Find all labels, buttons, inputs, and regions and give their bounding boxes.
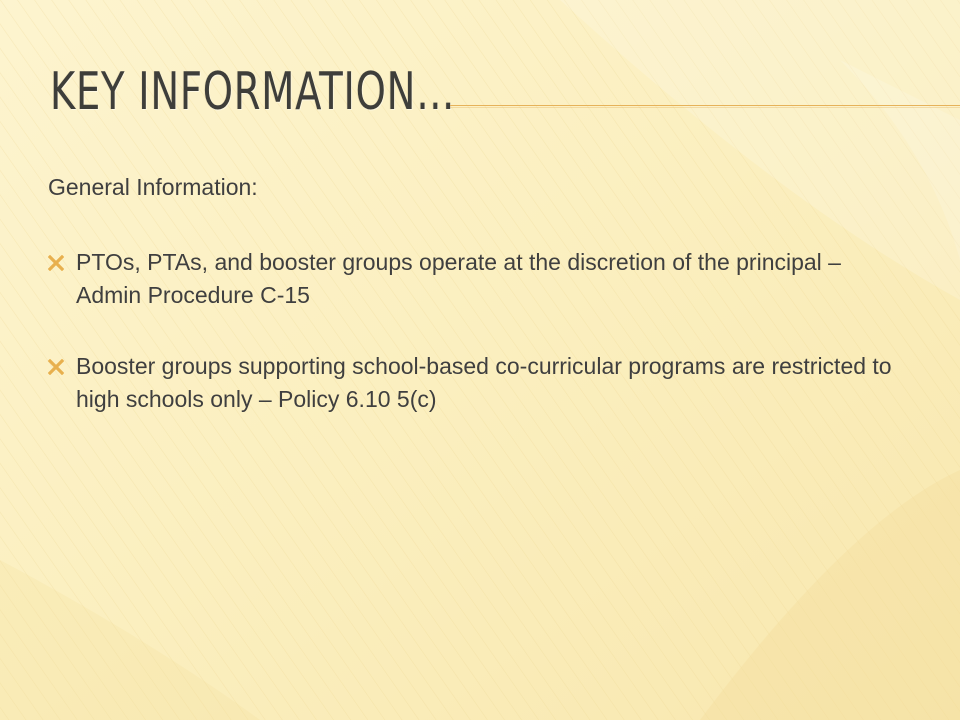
slide-title: KEY INFORMATION…: [50, 62, 456, 122]
bullet-item: [48, 246, 908, 312]
x-bullet-icon: [48, 359, 64, 375]
bullet-text: PTOs, PTAs, and booster groups operate at the discretion of the principal – Admin Procedure C-15: [76, 249, 841, 308]
bullet-text: Booster groups supporting school-based co-curricular programs are restricted to high schools only – Policy 6.10 5(c): [76, 353, 892, 412]
x-bullet-icon: [48, 255, 64, 271]
bullet-item: [48, 350, 908, 416]
section-subheading: General Information:: [48, 174, 258, 200]
title-underline-shadow: [450, 107, 960, 108]
title-underline: [450, 105, 960, 106]
bullet-list: [48, 246, 908, 416]
slide-content: [48, 170, 908, 454]
